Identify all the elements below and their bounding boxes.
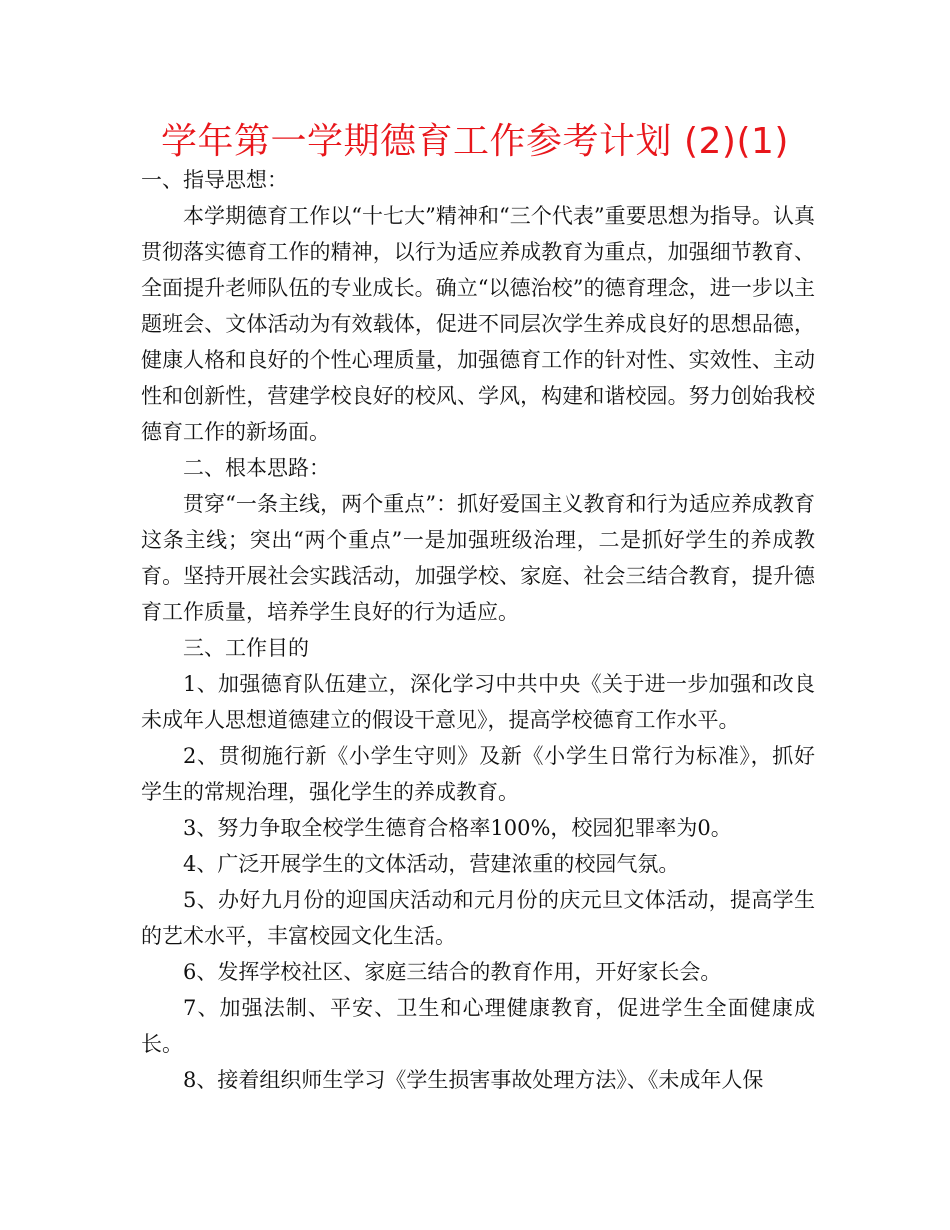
list-item-goal-5: 5、办好九月份的迎国庆活动和元月份的庆元旦文体活动，提高学生的艺术水平，丰富校园文化生活。 — [141, 888, 815, 948]
section-heading-basic-approach: 二、根本思路： — [183, 456, 330, 480]
list-item-goal-7: 7、加强法制、平安、卫生和心理健康教育，促进学生全面健康成长。 — [141, 996, 815, 1056]
list-item-goal-8: 8、接着组织师生学习《学生损害事故处理方法》、《未成年人保 — [183, 1068, 764, 1092]
list-item-goal-4: 4、广泛开展学生的文体活动，营建浓重的校园气氛。 — [183, 852, 680, 876]
list-item-goal-6: 6、发挥学校社区、家庭三结合的教育作用，开好家长会。 — [183, 960, 722, 984]
list-item-goal-3: 3、努力争取全校学生德育合格率100%，校园犯罪率为0。 — [183, 816, 732, 840]
paragraph-guiding-thought: 本学期德育工作以“十七大”精神和“三个代表”重要思想为指导。认真贯彻落实德育工作的精神，以行为适应养成教育为重点，加强细节教育、全面提升老师队伍的专业成长。确立“以德治校”的德育理念，进一步以主题班会、文体活动为有效载体，促进不同层次学生养成良好的思想品德，健康人格和良好的个性心理质量，加强德育工作的针对性、实效性、主动性和创新性，营建学校良好的校风、学风，构建和谐校园。努力创始我校德育工作的新场面。 — [141, 204, 815, 444]
document-title: 学年第一学期德育工作参考计划 (2)(1) — [161, 121, 789, 162]
paragraph-basic-approach: 贯穿“一条主线，两个重点”：抓好爱国主义教育和行为适应养成教育这条主线；突出“两个重点”一是加强班级治理，二是抓好学生的养成教育。坚持开展社会实践活动，加强学校、家庭、社会三结合教育，提升德育工作质量，培养学生良好的行为适应。 — [141, 492, 815, 624]
list-item-goal-2: 2、贯彻施行新《小学生守则》及新《小学生日常行为标准》，抓好学生的常规治理，强化学生的养成教育。 — [141, 744, 815, 804]
section-heading-guiding-thought: 一、指导思想： — [141, 168, 288, 192]
section-heading-work-goals: 三、工作目的 — [183, 636, 309, 660]
document-body — [141, 162, 815, 1098]
list-item-goal-1: 1、加强德育队伍建立，深化学习中共中央《关于进一步加强和改良未成年人思想道德建立的假设干意见》，提高学校德育工作水平。 — [141, 672, 815, 732]
